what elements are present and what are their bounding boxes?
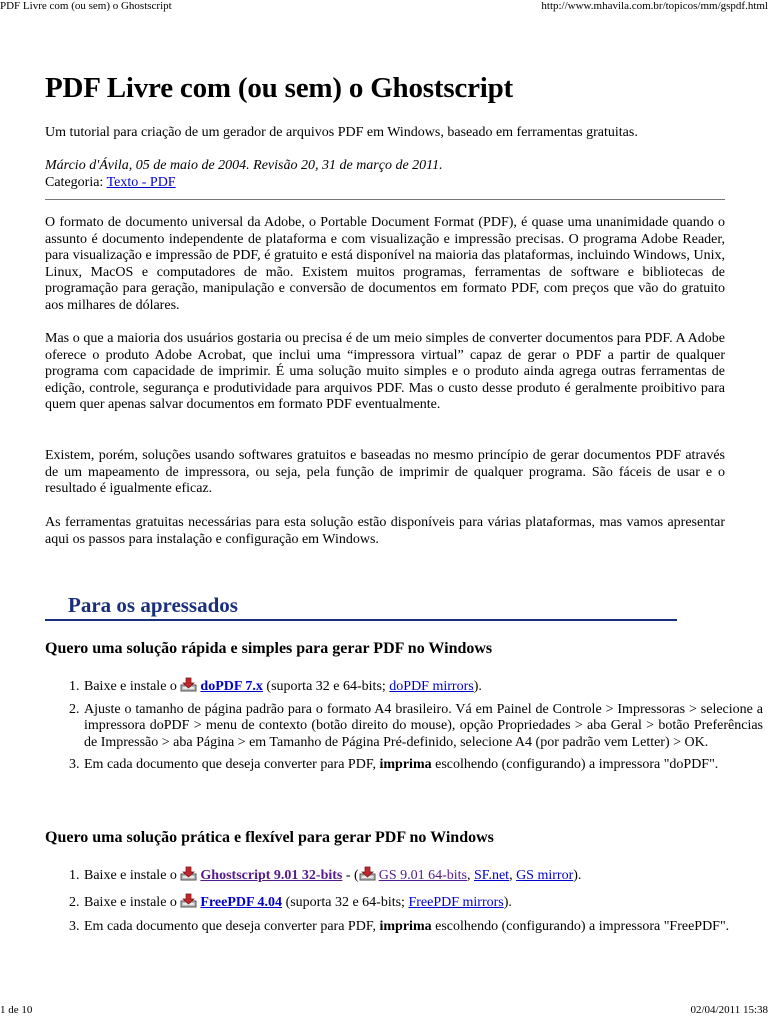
dopdf-download-link[interactable]: doPDF 7.x — [200, 679, 263, 694]
ghostscript-64-link[interactable]: GS 9.01 64-bits — [378, 868, 467, 883]
print-header — [0, 0, 768, 16]
download-icon — [180, 866, 197, 881]
steps-list-quick — [45, 677, 763, 780]
steps-list-flexible — [45, 866, 763, 942]
list-item: 1. Baixe e instale o Ghostscript 9.01 32-bits - ( GS 9.01 64-bits, SF.net, GS mirror). — [83, 866, 763, 885]
download-icon — [180, 677, 197, 692]
category-link[interactable]: Texto - PDF — [106, 175, 176, 190]
paragraph-3: Existem, porém, soluções usando softwares gratuitos e baseadas no mesmo princípio de gerar documentos PDF através de um mapeamento de impressora, ou seja, pela função de imprimir de qualquer programa. São fáceis de usar e o resultado é igualmente eficaz. — [45, 448, 725, 497]
download-icon — [180, 893, 197, 908]
subheading-flexible: Quero uma solução prática e flexível para gerar PDF no Windows — [45, 829, 494, 846]
gs-mirror-link[interactable]: GS mirror — [516, 868, 574, 883]
freepdf-download-link[interactable]: FreePDF 4.04 — [200, 894, 283, 910]
dopdf-mirrors-link[interactable]: doPDF mirrors — [389, 679, 474, 694]
footer-datetime: 02/04/2011 15:38 — [690, 1004, 768, 1016]
author-date: Márcio d'Ávila, 05 de maio de 2004. Revisão 20, 31 de março de 2011. — [45, 158, 443, 173]
list-item: 1. Baixe e instale o doPDF 7.x (suporta 32 e 64-bits; doPDF mirrors). — [83, 677, 763, 696]
sfnet-link[interactable]: SF.net — [474, 868, 510, 883]
footer-page-number: 1 de 10 — [0, 1004, 33, 1016]
list-item: 3. Em cada documento que deseja converter para PDF, imprima escolhendo (configurando) a impressora "FreePDF". — [83, 919, 763, 936]
paragraph-1: O formato de documento universal da Adobe, o Portable Document Format (PDF), é quase uma unanimidade quando o assunto é documento independente de plataforma e com visualização e impressão precisas. O programa Adobe Reader, para visualização e impressão de PDF, é gratuito e está disponível na maioria das plataformas, incluindo Windows, Unix, Linux, MacOS e computadores de mão. Existem muitos programas, ferramentas de software e bibliotecas de programação para geração, manipulação e conversão de documentos em formato PDF, com preços que vão do gratuito aos milhares de dólares. — [45, 215, 725, 313]
category-label: Categoria: — [45, 175, 107, 190]
list-item: 3. Em cada documento que deseja converter para PDF, imprima escolhendo (configurando) a impressora "doPDF". — [83, 757, 763, 774]
section-heading: Para os apressados — [68, 593, 238, 617]
freepdf-mirrors-link[interactable]: FreePDF mirrors — [408, 894, 504, 910]
list-item: 2. Ajuste o tamanho de página padrão para o formato A4 brasileiro. Vá em Painel de Controle > Impressoras > selecione a impressora doPDF > menu de contexto (botão direito do mouse), opção Propriedades > aba Geral > botão Preferências de Impressão > aba Página > em Tamanho de Página Pré-definido, selecione A4 (por padrão vem Letter) > OK. — [83, 702, 763, 752]
page-title: PDF Livre com (ou sem) o Ghostscript — [45, 72, 514, 104]
section-heading-rule — [45, 619, 677, 621]
paragraph-2: Mas o que a maioria dos usuários gostaria ou precisa é de um meio simples de converter documentos para PDF. A Adobe oferece o produto Adobe Acrobat, que inclui uma “impressora virtual” capaz de gerar o PDF a partir de qualquer programa com capacidade de imprimir. É uma solução muito simples e o produto ainda agrega outras ferramentas de edição, controle, segurança e produtividade para arquivos PDF. Mas o custo desse produto é geralmente proibitivo para quem quer apenas salvar documentos em formato PDF eventualmente. — [45, 331, 725, 413]
print-footer — [0, 1004, 768, 1020]
list-item: 2. Baixe e instale o FreePDF 4.04 (suporta 32 e 64-bits; FreePDF mirrors). — [83, 893, 763, 912]
article-meta — [45, 157, 443, 191]
paragraph-4: As ferramentas gratuitas necessárias para esta solução estão disponíveis para várias plataformas, mas vamos apresentar aqui os passos para instalação e configuração em Windows. — [45, 515, 725, 547]
header-title: PDF Livre com (ou sem) o Ghostscript — [0, 0, 172, 12]
download-icon — [359, 866, 376, 881]
ghostscript-32-link[interactable]: Ghostscript 9.01 32-bits — [200, 868, 343, 883]
subheading-quick: Quero uma solução rápida e simples para gerar PDF no Windows — [45, 640, 493, 657]
divider — [45, 199, 725, 200]
intro-text: Um tutorial para criação de um gerador de arquivos PDF em Windows, baseado em ferramentas gratuitas. — [45, 125, 638, 140]
header-url: http://www.mhavila.com.br/topicos/mm/gspdf.html — [541, 0, 768, 12]
